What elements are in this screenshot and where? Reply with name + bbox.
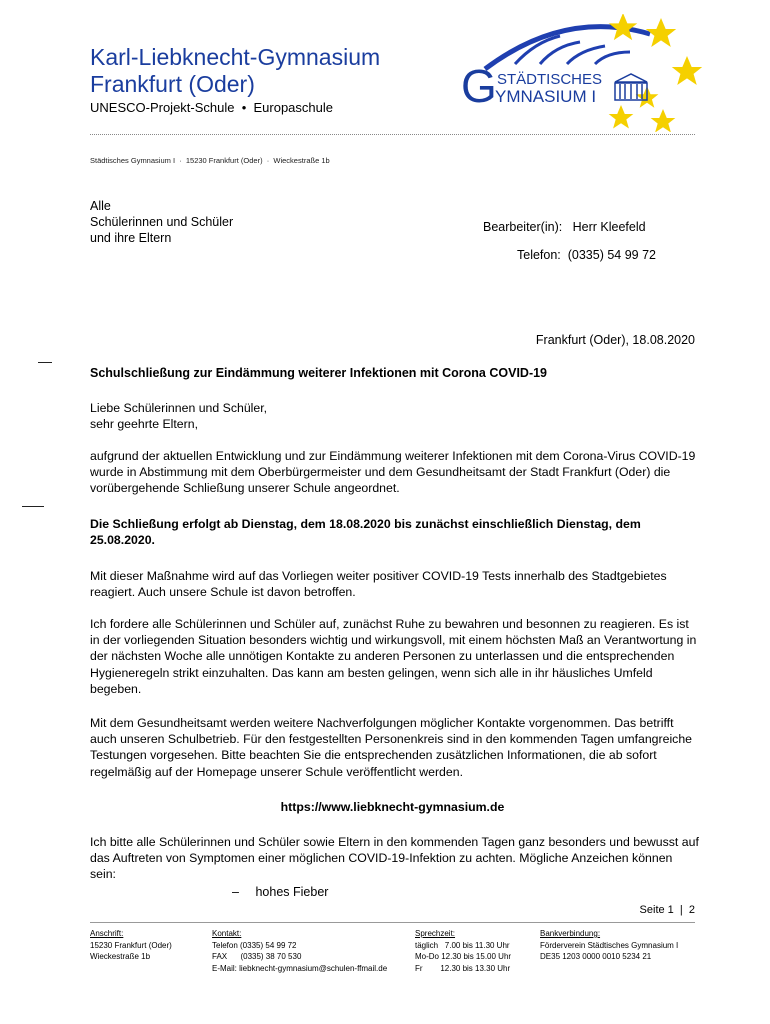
footer-heading: Anschrift:	[90, 929, 124, 938]
letter-date: Frankfurt (Oder), 18.08.2020	[535, 333, 695, 347]
footer-heading: Kontakt:	[212, 929, 242, 938]
recipient-line: Schülerinnen und Schüler	[90, 215, 234, 229]
homepage-link[interactable]: https://www.liebknecht-gymnasium.de	[280, 800, 505, 814]
logo-stars-icon	[609, 14, 703, 132]
footer-line: 15230 Frankfurt (Oder)	[90, 940, 172, 950]
school-name	[90, 44, 380, 98]
paragraph-1: aufgrund der aktuellen Entwicklung und zur Eindämmung weiterer Infektionen mit dem Corona-Virus COVID-19 wurde in Abstimmung mit dem Oberbürgermeister und dem Gesundheitsamt der Stadt Frankfurt (Oder) die vorübergehende Schließung unserer Schule angeordnet.	[90, 449, 696, 496]
footer-line: DE35 1203 0000 0010 5234 21	[540, 952, 652, 961]
logo-line1: STÄDTISCHES	[497, 71, 603, 88]
footer-hours	[415, 928, 511, 974]
recipient-block	[90, 198, 233, 246]
footer-line: Telefon (0335) 54 99 72	[212, 940, 297, 950]
footer-line: FAX (0335) 38 70 530	[212, 952, 302, 961]
school-logo	[455, 14, 705, 132]
footer-line: Förderverein Städtisches Gymnasium I	[540, 940, 679, 950]
footer-line: Fr 12.30 bis 13.30 Uhr	[415, 963, 511, 973]
letter-subject: Schulschließung zur Eindämmung weiterer Infektionen mit Corona COVID-19	[90, 366, 548, 380]
school-name-line2: Frankfurt (Oder)	[90, 71, 255, 97]
school-name-line1: Karl-Liebknecht-Gymnasium	[90, 44, 381, 70]
footer-contact	[212, 928, 387, 974]
unesco-temple-icon	[615, 74, 647, 100]
footer-email[interactable]: E-Mail: liebknecht-gymnasium@schulen-ffmail.de	[212, 963, 388, 973]
paragraph-6: Ich bitte alle Schülerinnen und Schüler sowie Eltern in den kommenden Tagen ganz besonders und bewusst auf das Auftreten von Symptomen einer möglichen COVID-19-Infektion zu achten. Mögliche Anzeichen können sein:	[90, 835, 699, 882]
footer-divider	[90, 922, 695, 923]
footer-line: Wieckestraße 1b	[90, 952, 151, 961]
page-number: Seite 1 | 2	[639, 904, 695, 916]
school-subtitle: UNESCO-Projekt-Schule • Europaschule	[90, 100, 333, 115]
paragraph-5: Mit dem Gesundheitsamt werden weitere Nachverfolgungen möglicher Kontakte vorgenommen. Das betrifft auch unseren Schulbetrieb. Für den festgestellten Personenkreis sind in den kommenden Tagen umfangreiche Testungen vorgesehen. Bitte beachten Sie die entsprechenden zusätzlichen Informationen, die ab sofort regelmäßig auf der Homepage unserer Schule veröffentlicht werden.	[90, 716, 693, 779]
symptom-list-item	[232, 885, 328, 899]
footer-line: täglich 7.00 bis 11.30 Uhr	[415, 940, 510, 950]
logo-line2: YMNASIUM I	[495, 87, 597, 106]
footer-line: Mo-Do 12.30 bis 15.00 Uhr	[415, 952, 512, 961]
paragraph-3: Mit dieser Maßnahme wird auf das Vorliegen weiter positiver COVID-19 Tests innerhalb des Stadtgebietes reagiert. Auch unsere Schule ist davon betroffen.	[90, 569, 667, 600]
footer-heading: Bankverbindung:	[540, 929, 601, 938]
recipient-line: Alle	[90, 199, 111, 213]
header-divider	[90, 134, 695, 135]
logo-initial: G	[461, 60, 497, 112]
footer-address	[90, 928, 172, 963]
paragraph-4: Ich fordere alle Schülerinnen und Schüler auf, zunächst Ruhe zu bewahren und besonnen zu reagieren. Es ist in der vorliegenden Situation besonders wichtig und wirkungsvoll, mit einem höchsten Maß an Verantwortung in der nächsten Woche alle unnötigen Kontakte zu anderen Personen zu unterlassen und die entsprechenden Hygieneregeln strikt einzuhalten. Das kann am besten gelingen, wenn sich alle in ihr häusliches Umfeld begeben.	[90, 617, 697, 696]
list-dash: –	[232, 885, 239, 899]
fold-mark	[38, 362, 52, 363]
footer-heading: Sprechzeit:	[415, 929, 456, 938]
symptom-text: hohes Fieber	[255, 885, 329, 899]
fold-mark	[22, 506, 44, 507]
recipient-line: und ihre Eltern	[90, 231, 172, 245]
clerk-info: Bearbeiter(in): Herr Kleefeld	[483, 220, 646, 234]
return-address: Städtisches Gymnasium I · 15230 Frankfurt (Oder) · Wieckestraße 1b	[90, 156, 330, 165]
phone-info: Telefon: (0335) 54 99 72	[517, 248, 656, 262]
paragraph-closure-dates: Die Schließung erfolgt ab Dienstag, dem 18.08.2020 bis zunächst einschließlich Dienstag, dem 25.08.2020.	[90, 517, 641, 548]
greeting: Liebe Schülerinnen und Schüler, sehr geehrte Eltern,	[90, 401, 268, 432]
footer-bank	[540, 928, 678, 963]
